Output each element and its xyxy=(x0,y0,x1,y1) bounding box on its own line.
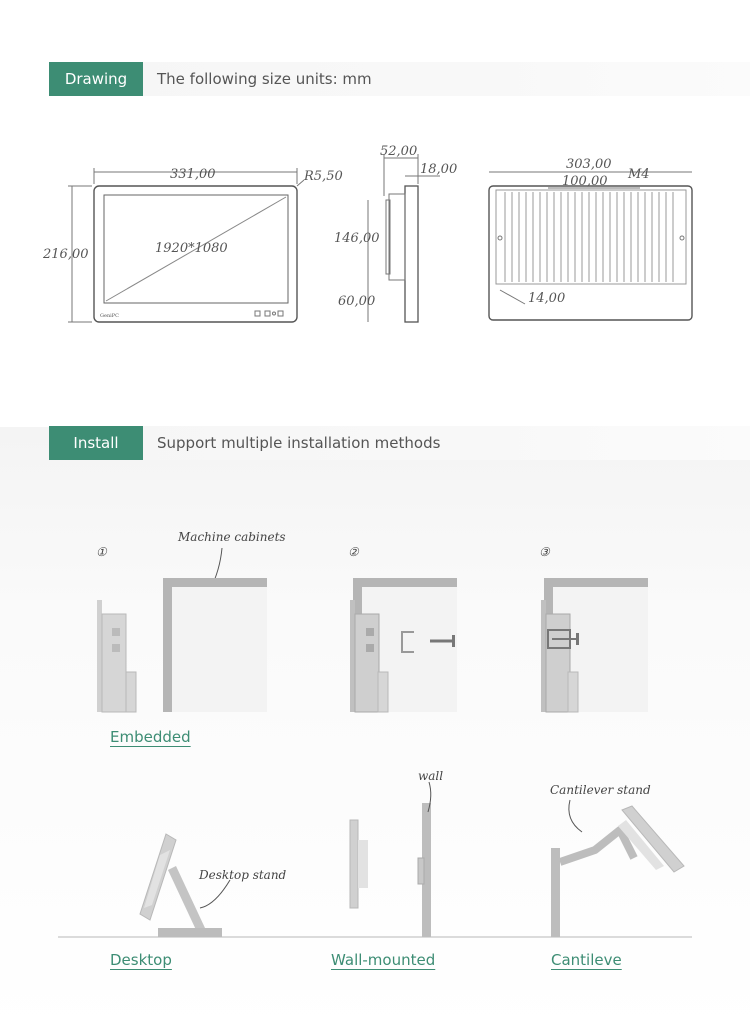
wall-mount-illustration xyxy=(350,782,431,937)
wall-note: wall xyxy=(418,769,444,783)
cantilever-stand-note: Cantilever stand xyxy=(550,783,651,797)
step-3-marker: ③ xyxy=(539,545,550,559)
embedded-step-3 xyxy=(541,578,648,712)
back-inner-dim: 100,00 xyxy=(562,174,608,189)
brand-logo: GeniPC xyxy=(100,313,119,319)
method-desktop[interactable]: Desktop xyxy=(110,951,172,969)
method-wall-mounted[interactable]: Wall-mounted xyxy=(331,951,436,969)
front-width-dim: 331,00 xyxy=(170,167,216,182)
side-bottom: 60,00 xyxy=(338,294,376,309)
screw-spec: M4 xyxy=(628,167,650,182)
step-1-marker: ① xyxy=(96,545,107,559)
front-radius-dim: R5,50 xyxy=(304,169,343,184)
side-height: 146,00 xyxy=(334,231,380,246)
cantilever-illustration xyxy=(551,800,684,937)
embedded-step-1 xyxy=(97,548,267,712)
install-header xyxy=(49,426,750,460)
drawing-tag: Drawing xyxy=(49,62,143,96)
technical-drawing xyxy=(0,130,750,340)
back-offset-dim: 14,00 xyxy=(528,291,566,306)
drawing-header xyxy=(49,62,750,96)
back-width-dim: 303,00 xyxy=(566,157,612,172)
install-subtitle: Support multiple installation methods xyxy=(157,434,441,452)
install-tag: Install xyxy=(49,426,143,460)
back-view xyxy=(489,172,692,320)
method-cantilever[interactable]: Cantileve xyxy=(551,951,622,969)
drawing-subtitle: The following size units: mm xyxy=(157,70,372,88)
desktop-stand-note: Desktop stand xyxy=(199,868,287,882)
screen-resolution: 1920*1080 xyxy=(155,241,228,256)
embedded-step-2 xyxy=(350,578,457,712)
step-2-marker: ② xyxy=(348,545,359,559)
side-depth-front: 18,00 xyxy=(420,162,458,177)
machine-cabinets-note: Machine cabinets xyxy=(178,530,286,544)
desktop-stand-illustration xyxy=(140,834,230,937)
side-depth-total: 52,00 xyxy=(380,144,418,159)
front-height-dim: 216,00 xyxy=(43,247,89,262)
method-embedded[interactable]: Embedded xyxy=(110,728,191,746)
